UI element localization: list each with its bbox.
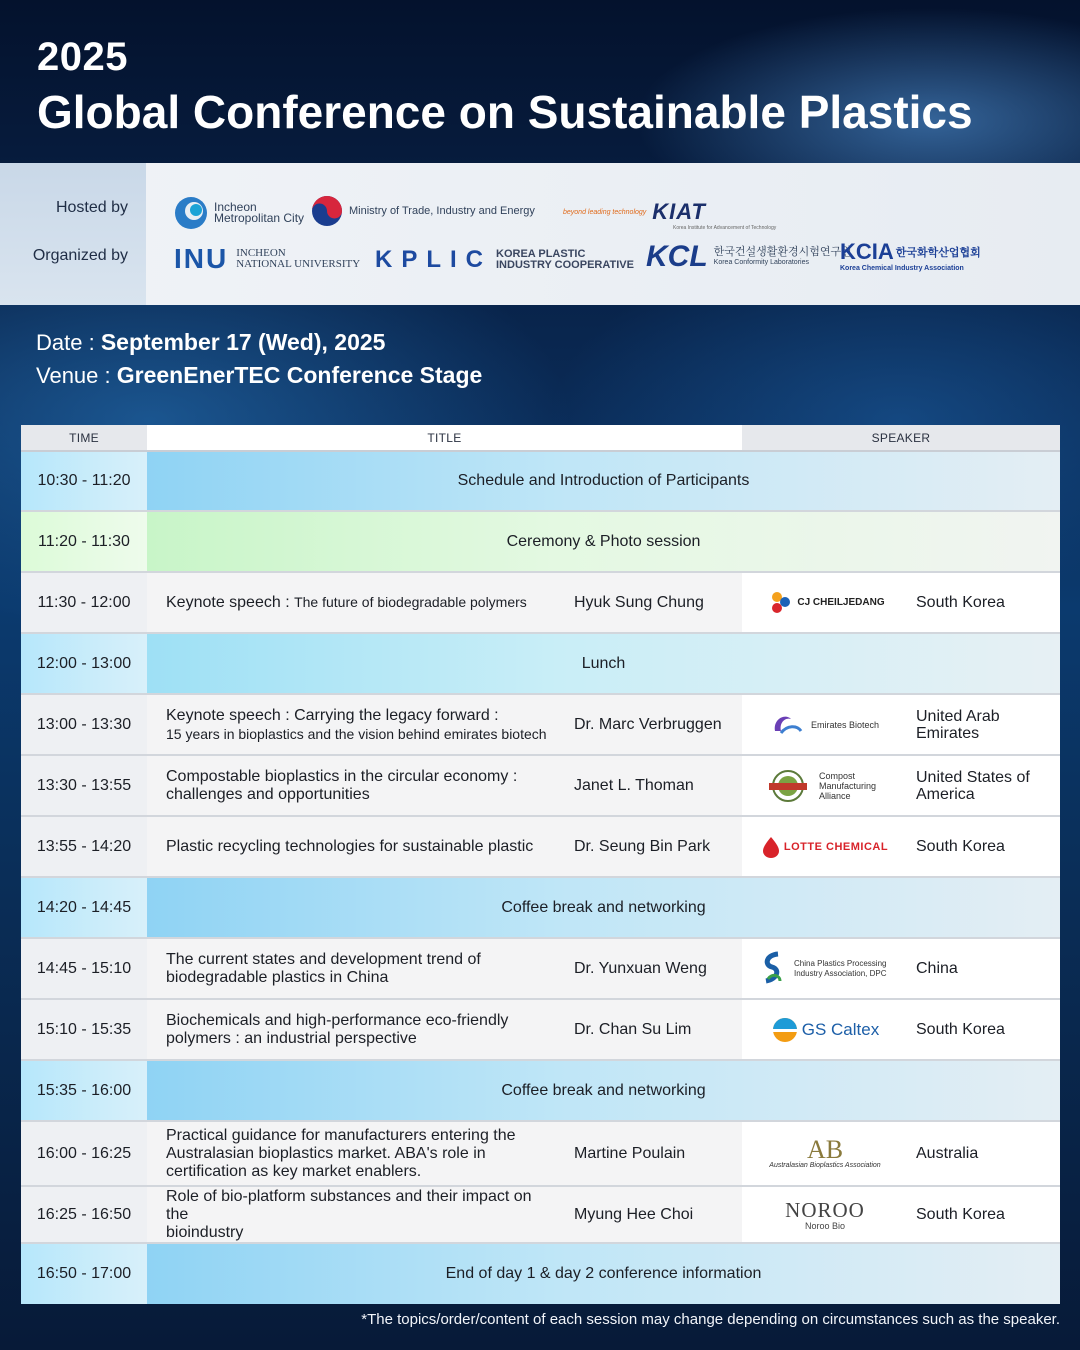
speaker-country: Australia	[908, 1121, 1060, 1186]
session-title	[147, 1186, 562, 1243]
session-span: Coffee break and networking	[147, 1060, 1060, 1121]
motie-name: Ministry of Trade, Industry and Energy	[349, 204, 535, 217]
cj-logo	[742, 572, 908, 633]
table-row	[21, 877, 1060, 938]
kplic-line1: KOREA PLASTIC	[496, 248, 586, 260]
kcia-line1: 한국화학산업협회	[895, 246, 981, 259]
aba-mark: AB	[806, 1135, 844, 1164]
speaker-name: Hyuk Sung Chung	[562, 572, 742, 633]
table-row	[21, 694, 1060, 755]
session-time: 13:00 - 13:30	[21, 694, 147, 755]
table-row	[21, 1186, 1060, 1243]
session-title	[147, 572, 562, 633]
lotte-chemical-logo	[742, 816, 908, 877]
title-main: Keynote speech : Carrying the legacy forward :	[166, 706, 499, 724]
session-title	[147, 694, 562, 755]
session-time: 15:35 - 16:00	[21, 1060, 147, 1121]
table-header-row	[21, 425, 1060, 451]
session-span: Ceremony & Photo session	[147, 511, 1060, 572]
kiat-logo	[563, 199, 776, 231]
table-row	[21, 511, 1060, 572]
cma-text: Compost Manufacturing Alliance	[819, 770, 877, 801]
cj-text: CJ CHEILJEDANG	[797, 597, 885, 608]
table-row	[21, 572, 1060, 633]
lotte-text: LOTTE CHEMICAL	[783, 840, 889, 853]
table-row	[21, 938, 1060, 999]
emirates-biotech-logo	[742, 694, 908, 755]
page-title: Global Conference on Sustainable Plastics	[37, 86, 973, 138]
venue-line	[36, 359, 482, 392]
table-row	[21, 1121, 1060, 1186]
title-sub: 15 years in bioplastics and the vision behind emirates biotech	[166, 725, 547, 742]
session-title	[147, 938, 562, 999]
title-sub: polymers : an industrial perspective	[166, 1029, 417, 1047]
kplic-line2: INDUSTRY COOPERATIVE	[496, 259, 634, 271]
session-time: 10:30 - 11:20	[21, 451, 147, 511]
session-time: 12:00 - 13:00	[21, 633, 147, 694]
kcl-logo	[646, 240, 852, 274]
session-title	[147, 816, 562, 877]
gs-caltex-text: GS Caltex	[801, 1019, 880, 1039]
hosted-by-label: Hosted by	[55, 199, 128, 216]
schedule-table	[21, 425, 1060, 1304]
organized-by-label: Organized by	[32, 247, 128, 264]
noroo-logo	[742, 1186, 908, 1243]
kcia-mark: KCIA	[840, 239, 894, 264]
cj-icon	[765, 590, 795, 616]
session-time: 11:30 - 12:00	[21, 572, 147, 633]
motie-logo	[311, 195, 535, 227]
table-row	[21, 816, 1060, 877]
cppia-text: China Plastics Processing Industry Association, DPC	[794, 958, 887, 978]
speaker-name: Dr. Marc Verbruggen	[562, 694, 742, 755]
title-sub: bioindustry	[166, 1223, 244, 1241]
aba-text: Australasian Bioplastics Association	[769, 1162, 881, 1169]
speaker-name: Dr. Seung Bin Park	[562, 816, 742, 877]
inu-logo	[174, 243, 360, 275]
session-time: 13:30 - 13:55	[21, 755, 147, 816]
speaker-country: South Korea	[908, 816, 1060, 877]
title-main: Practical guidance for manufacturers entering the	[166, 1126, 516, 1144]
session-span: Lunch	[147, 633, 1060, 694]
table-row	[21, 1060, 1060, 1121]
speaker-country: United States of America	[908, 755, 1060, 816]
table-row	[21, 451, 1060, 511]
incheon-city-line2: Metropolitan City	[214, 211, 305, 225]
header-speaker: SPEAKER	[742, 425, 1060, 451]
session-title	[147, 755, 562, 816]
table-row	[21, 633, 1060, 694]
kcia-logo	[840, 239, 981, 272]
speaker-name: Myung Hee Choi	[562, 1186, 742, 1243]
session-time: 16:50 - 17:00	[21, 1243, 147, 1304]
session-time: 13:55 - 14:20	[21, 816, 147, 877]
speaker-country: South Korea	[908, 999, 1060, 1060]
kcl-line2: Korea Conformity Laboratories	[713, 259, 809, 266]
title-main: Compostable bioplastics in the circular economy :	[166, 767, 518, 785]
header-time: TIME	[21, 425, 147, 451]
kplic-logo	[375, 246, 634, 274]
session-span: Coffee break and networking	[147, 877, 1060, 938]
gs-caltex-logo	[742, 999, 908, 1060]
date-value: September 17 (Wed), 2025	[100, 329, 386, 355]
cma-seal-icon	[765, 769, 811, 803]
incheon-city-icon	[174, 196, 208, 230]
noroo-sub: Noroo Bio	[804, 1220, 846, 1231]
gs-caltex-icon	[771, 1016, 799, 1044]
kcia-line2: Korea Chemical Industry Association	[840, 265, 964, 272]
aba-logo	[742, 1121, 908, 1186]
organizers-labels	[0, 163, 146, 305]
session-span: End of day 1 & day 2 conference information	[147, 1243, 1060, 1304]
title-main: Plastic recycling technologies for sustainable plastic	[166, 837, 534, 855]
cppia-logo	[742, 938, 908, 999]
inu-mark: INU	[174, 243, 229, 274]
title-main: Biochemicals and high-performance eco-friendly	[166, 1011, 509, 1029]
emirates-biotech-icon	[771, 711, 805, 739]
inu-line1: INCHEON	[236, 247, 286, 259]
speaker-name: Janet L. Thoman	[562, 755, 742, 816]
title-sub: The future of biodegradable polymers	[294, 594, 527, 610]
kiat-sub: Korea Institute for Advancement of Technology	[673, 225, 777, 231]
footnote: *The topics/order/content of each session may change depending on circumstances such as the speaker.	[361, 1311, 1060, 1328]
table-row	[21, 755, 1060, 816]
table-row	[21, 999, 1060, 1060]
page-year: 2025	[37, 35, 128, 79]
kplic-mark: KPLIC	[375, 246, 492, 273]
title-sub: biodegradable plastics in China	[166, 968, 389, 986]
page-header	[37, 34, 973, 140]
taegeuk-icon	[311, 195, 343, 227]
incheon-city-logo	[174, 196, 304, 230]
speaker-name: Martine Poulain	[562, 1121, 742, 1186]
kcl-line1: 한국건설생활환경시험연구원	[713, 245, 852, 258]
session-time: 11:20 - 11:30	[21, 511, 147, 572]
session-span: Schedule and Introduction of Participants	[147, 451, 1060, 511]
table-row	[21, 1243, 1060, 1304]
incheon-city-line1: Incheon	[214, 200, 257, 214]
session-time: 16:00 - 16:25	[21, 1121, 147, 1186]
speaker-country: South Korea	[908, 572, 1060, 633]
title-sub: Australasian bioplastics market. ABA's role in	[166, 1144, 486, 1162]
speaker-country: China	[908, 938, 1060, 999]
session-title	[147, 999, 562, 1060]
session-time: 14:20 - 14:45	[21, 877, 147, 938]
session-time: 15:10 - 15:35	[21, 999, 147, 1060]
venue-value: GreenEnerTEC Conference Stage	[116, 362, 483, 388]
session-title	[147, 1121, 562, 1186]
session-time: 14:45 - 15:10	[21, 938, 147, 999]
title-main: Keynote speech :	[166, 594, 295, 611]
speaker-name: Dr. Chan Su Lim	[562, 999, 742, 1060]
speaker-country: South Korea	[908, 1186, 1060, 1243]
lotte-drop-icon	[762, 836, 780, 858]
kiat-mark: KIAT	[652, 199, 706, 224]
title-sub2: certification as key market enablers.	[166, 1162, 422, 1180]
title-main: The current states and development trend of	[166, 950, 481, 968]
date-label: Date :	[36, 330, 101, 355]
date-line	[36, 326, 482, 359]
venue-label: Venue :	[36, 363, 117, 388]
kiat-tagline: beyond leading technology	[563, 208, 647, 216]
cppia-icon	[760, 951, 786, 987]
organizers-band	[0, 163, 1080, 305]
inu-line2: NATIONAL UNIVERSITY	[236, 258, 361, 270]
session-time: 16:25 - 16:50	[21, 1186, 147, 1243]
kcl-mark: KCL	[646, 240, 708, 273]
title-sub: challenges and opportunities	[166, 785, 370, 803]
speaker-name: Dr. Yunxuan Weng	[562, 938, 742, 999]
header-title: TITLE	[147, 425, 742, 451]
emirates-biotech-text: Emirates Biotech	[810, 719, 880, 730]
speaker-country: United Arab Emirates	[908, 694, 1060, 755]
event-meta	[36, 326, 482, 392]
title-main: Role of bio-platform substances and their impact on the	[166, 1187, 532, 1223]
cma-logo	[742, 755, 908, 816]
noroo-mark: NOROO	[785, 1197, 865, 1222]
